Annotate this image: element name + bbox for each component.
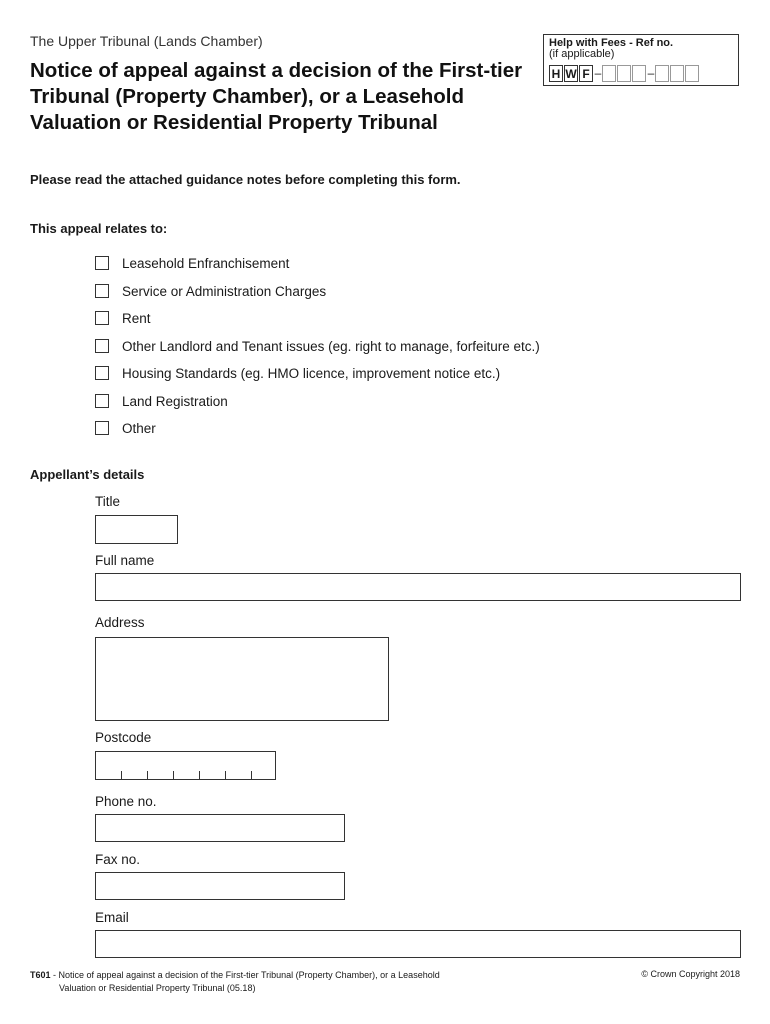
- hwf-prefix-cell: H: [549, 65, 563, 82]
- option-rent[interactable]: [95, 309, 151, 327]
- hwf-prefix-cell: W: [565, 67, 577, 81]
- fax-label: Fax no.: [95, 852, 141, 867]
- title-input[interactable]: [95, 515, 178, 544]
- full-name-label: Full name: [95, 553, 155, 568]
- postcode-input[interactable]: [95, 751, 276, 780]
- postcode-divider: [173, 771, 174, 779]
- postcode-divider: [121, 771, 122, 779]
- hwf-input-cell[interactable]: [655, 65, 669, 82]
- footer-form-reference: [30, 969, 510, 995]
- footer-text-line2: Valuation or Residential Property Tribunal (05.18): [59, 983, 256, 993]
- option-label: Service or Administration Charges: [122, 283, 327, 299]
- checkbox[interactable]: [95, 256, 109, 270]
- address-input[interactable]: [95, 637, 389, 721]
- email-label: Email: [95, 910, 129, 925]
- help-with-fees-box: [543, 34, 739, 86]
- hwf-input-cell[interactable]: [670, 65, 684, 82]
- checkbox[interactable]: [95, 284, 109, 298]
- option-service-charges[interactable]: [95, 282, 326, 300]
- organisation-name: The Upper Tribunal (Lands Chamber): [30, 33, 263, 49]
- full-name-input[interactable]: [95, 573, 741, 601]
- hwf-reference-cells[interactable]: [549, 65, 700, 82]
- option-label: Land Registration: [122, 393, 228, 409]
- option-label: Rent: [122, 310, 151, 326]
- checkbox[interactable]: [95, 311, 109, 325]
- option-label: Leasehold Enfranchisement: [122, 255, 290, 271]
- checkbox[interactable]: [95, 394, 109, 408]
- hwf-label: Help with Fees - Ref no.: [549, 37, 674, 49]
- checkbox[interactable]: [95, 421, 109, 435]
- fax-input[interactable]: [95, 872, 345, 900]
- option-leasehold-enfranchisement[interactable]: [95, 254, 289, 272]
- hwf-prefix-cell: F: [579, 65, 593, 82]
- footer-text-line1: - Notice of appeal against a decision of the First-tier Tribunal (Property Chamber), or a Leasehold: [50, 970, 440, 980]
- checkbox[interactable]: [95, 339, 109, 353]
- email-input[interactable]: [95, 930, 741, 958]
- option-landlord-tenant[interactable]: [95, 337, 540, 355]
- guidance-instruction: Please read the attached guidance notes before completing this form.: [30, 172, 461, 187]
- hwf-dash: –: [647, 66, 655, 80]
- title-label: Title: [95, 494, 121, 509]
- address-label: Address: [95, 615, 145, 630]
- hwf-input-cell[interactable]: [617, 65, 631, 82]
- postcode-divider: [225, 771, 226, 779]
- copyright: © Crown Copyright 2018: [641, 969, 740, 979]
- option-label: Other: [122, 420, 156, 436]
- option-land-registration[interactable]: [95, 392, 228, 410]
- option-other[interactable]: [95, 419, 156, 437]
- hwf-input-cell[interactable]: [602, 65, 616, 82]
- checkbox[interactable]: [95, 366, 109, 380]
- appellant-details-heading: Appellant’s details: [30, 467, 145, 482]
- hwf-input-cell[interactable]: [685, 65, 699, 82]
- option-housing-standards[interactable]: [95, 364, 500, 382]
- appeal-relates-heading: This appeal relates to:: [30, 221, 168, 236]
- postcode-label: Postcode: [95, 730, 152, 745]
- hwf-sublabel: (if applicable): [549, 48, 615, 60]
- option-label: Other Landlord and Tenant issues (eg. right to manage, forfeiture etc.): [122, 338, 540, 354]
- postcode-divider: [199, 771, 200, 779]
- option-label: Housing Standards (eg. HMO licence, improvement notice etc.): [122, 365, 501, 381]
- form-title: Notice of appeal against a decision of the First-tier Tribunal (Property Chamber), or a Leasehold Valuation or Residential Property Tribunal: [30, 59, 523, 134]
- hwf-dash: –: [594, 66, 602, 80]
- hwf-input-cell[interactable]: [632, 65, 646, 82]
- phone-label: Phone no.: [95, 794, 157, 809]
- form-code: T601: [30, 970, 51, 980]
- phone-input[interactable]: [95, 814, 345, 842]
- postcode-divider: [147, 771, 148, 779]
- postcode-divider: [251, 771, 252, 779]
